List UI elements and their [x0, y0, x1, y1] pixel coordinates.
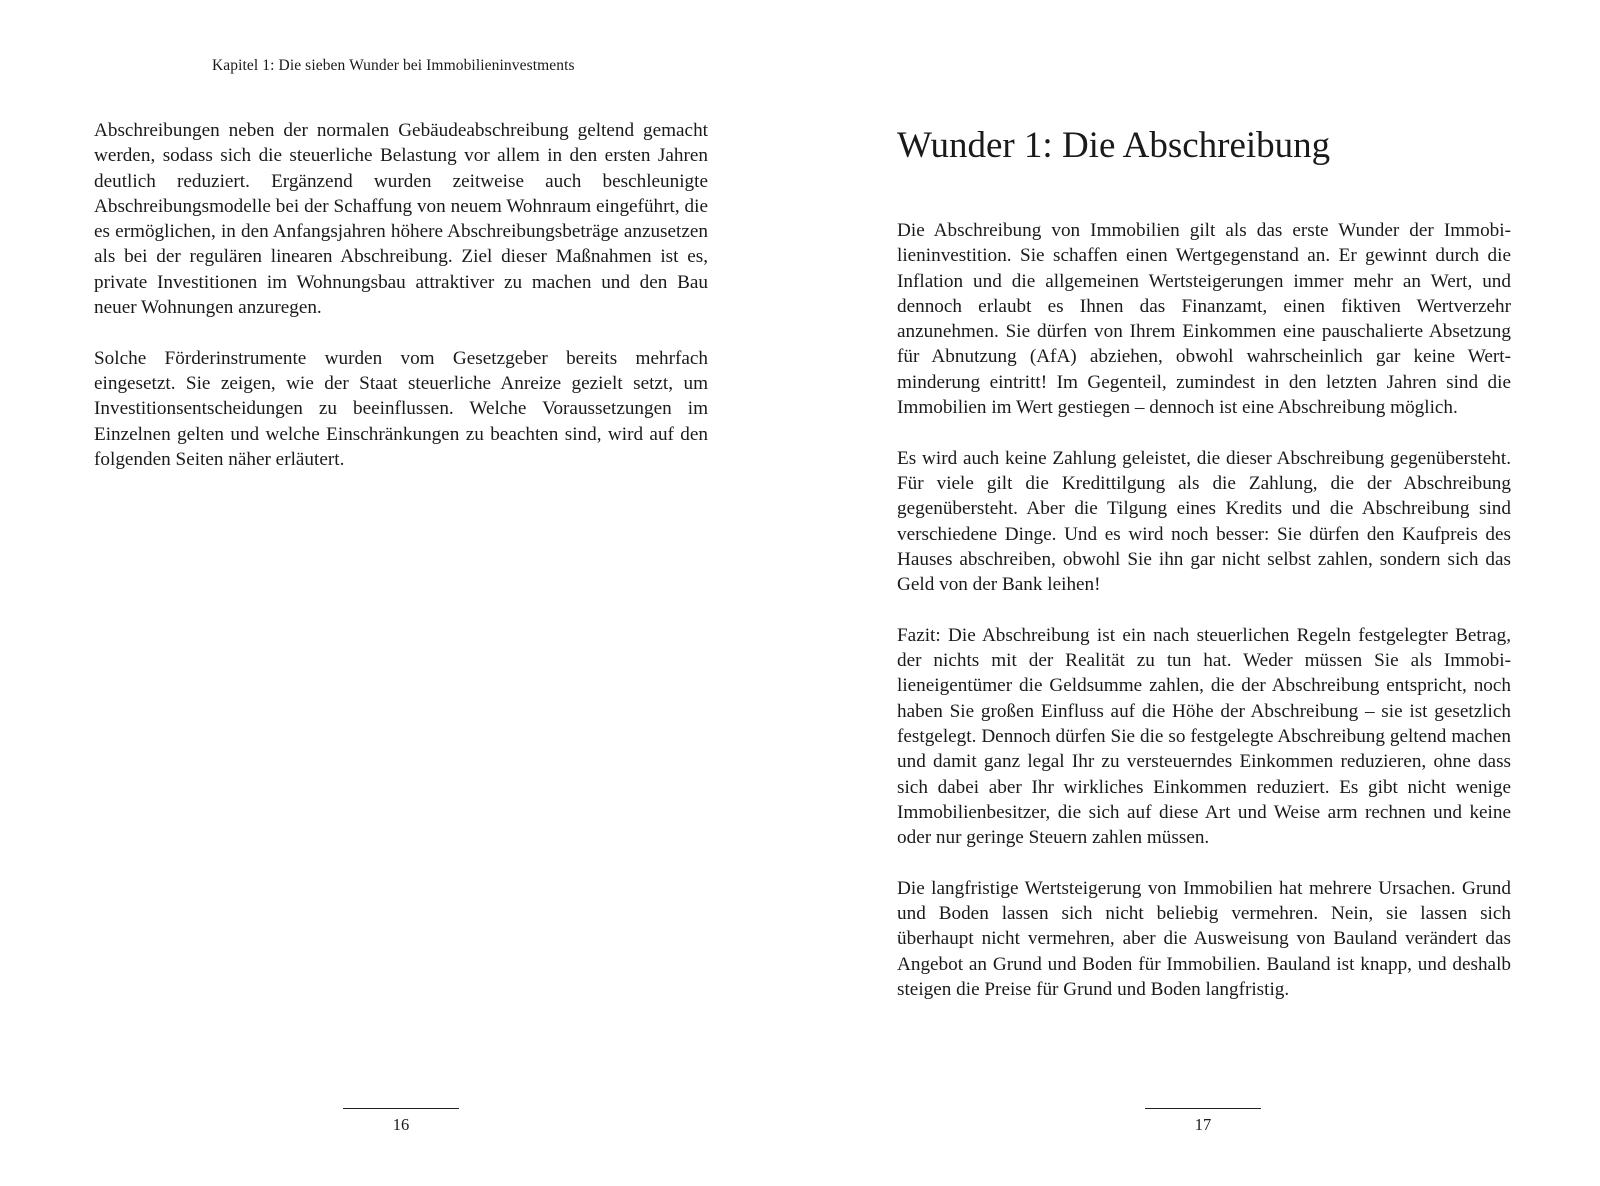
paragraph: Fazit: Die Abschreibung ist ein nach steuerlichen Regeln festgelegter Betrag, der nichts mit der Realität zu tun hat. Weder müssen Sie als Immobilieneigentümer die Geldsumme zahlen, die der Abschreibung entspricht, noch haben Sie großen Einfluss auf die Höhe der Abschreibung – sie ist gesetzlich festgelegt. Dennoch dürfen Sie die so festgelegte Abschreibung geltend machen und damit ganz legal Ihr zu versteuerndes Einkommen reduzieren, ohne dass sich dabei aber Ihr wirkliches Einkommen reduziert. Es gibt nicht wenige Immobilienbesitzer, die sich auf diese Art und Weise arm rechnen und keine oder nur geringe Steuern zahlen müssen. — [897, 624, 1511, 849]
paragraph: Es wird auch keine Zahlung geleistet, die dieser Abschreibung gegenübersteht. Für viele gilt die Kredittilgung als die Zahlung, die der Abschreibung gegenübersteht. Aber die Tilgung eines Kredits und die Abschreibung sind verschiedene Dinge. Und es wird noch besser: Sie dürfen den Kaufpreis des Hauses abschreiben, obwohl Sie ihn gar nicht selbst zahlen, sondern sich das Geld von der Bank leihen! — [897, 447, 1511, 596]
paragraph: Die langfristige Wertsteigerung von Immobilien hat mehrere Ursachen. Grund und Boden lassen sich nicht beliebig vermehren. Nein, sie lassen sich überhaupt nicht vermehren, aber die Ausweisung von Bauland verändert das Angebot an Grund und Boden für Immobilien. Bauland ist knapp, und deshalb steigen die Preise für Grund und Boden langfristig. — [897, 877, 1511, 1000]
right-page-body — [897, 218, 1511, 1002]
page-number-rule — [1145, 1108, 1261, 1109]
left-page-body — [94, 118, 708, 472]
page-number-rule — [343, 1108, 459, 1109]
page-number: 17 — [1194, 1115, 1212, 1134]
chapter-title: Wunder 1: Die Abschreibung — [897, 125, 1331, 166]
running-head: Kapitel 1: Die sieben Wunder bei Immobilieninvestments — [212, 57, 575, 74]
right-page — [800, 0, 1600, 1186]
paragraph: Solche Förderinstrumente wurden vom Gesetzgeber bereits mehrfach eingesetzt. Sie zeigen, wie der Staat steuerliche Anreize gezielt setzt, um Investitionsentscheidungen zu beeinflussen. Welche Voraussetzungen im Einzelnen gelten und welche Einschränkungen zu beachten sind, wird auf den folgenden Seiten näher erläutert. — [94, 347, 708, 470]
paragraph: Die Abschreibung von Immobilien gilt als das erste Wunder der Immobilieninvestition. Sie schaffen einen Wertgegenstand an. Er gewinnt durch die Inflation und die allgemeinen Wertsteigerungen immer mehr an Wert, und dennoch erlaubt es Ihnen das Finanzamt, einen fiktiven Wertverzehr anzunehmen. Sie dürfen von Ihrem Einkommen eine pauschalierte Absetzung für Abnutzung (AfA) abziehen, obwohl wahrscheinlich gar keine Wertminderung eintritt! Im Gegenteil, zumindest in den letzten Jahren sind die Immobilien im Wert gestiegen – dennoch ist eine Abschreibung möglich. — [897, 220, 1511, 419]
paragraph: Abschreibungen neben der normalen Gebäudeabschreibung geltend gemacht werden, sodass sich die steuerliche Belastung vor allem in den ersten Jahren deutlich reduziert. Ergänzend wurden zeitweise auch beschleunigte Abschreibungsmodelle bei der Schaffung von neuem Wohnraum eingeführt, die es ermöglichen, in den Anfangsjahren höhere Abschreibungsbeträge anzusetzen als bei der regulären linearen Abschreibung. Ziel dieser Maßnahmen ist es, private Investitionen im Wohnungsbau attraktiver zu machen und den Bau neuer Wohnungen anzuregen. — [94, 120, 708, 319]
page-number: 16 — [392, 1115, 410, 1134]
